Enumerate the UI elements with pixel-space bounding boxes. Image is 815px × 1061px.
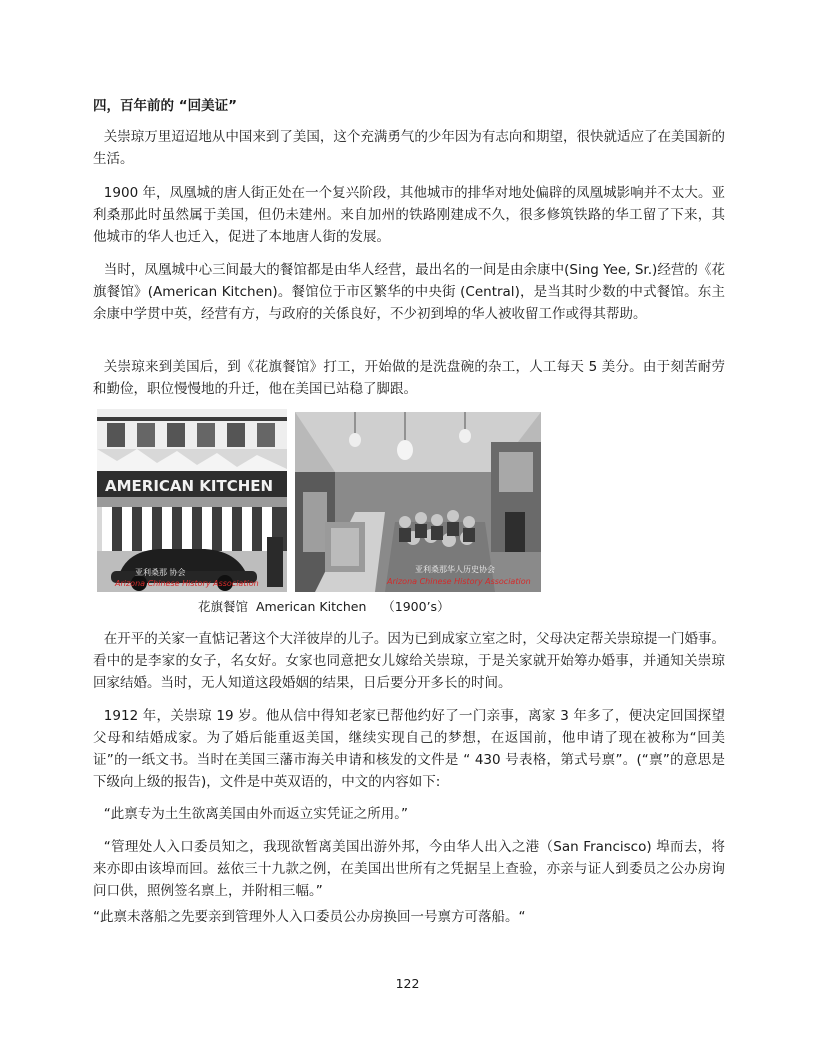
right-photo-watermark-en: Arizona Chinese History Association <box>387 577 531 586</box>
left-photo-watermark-en: Arizona Chinese History Association <box>115 579 259 588</box>
paragraph-4: 关崇琼来到美国后，到《花旗餐馆》打工，开始做的是洗盘碗的杂工，人工每天 5 美分。由于刻苦耐劳和勤俭，职位慢慢地的升迁，他在美国已站稳了脚跟。 <box>93 359 725 397</box>
quote-2: “管理处人入口委员知之，我现欲暂离美国出游外邦，今由华人出入之港（San Francisco) 埠而去，将来亦即由该埠而回。兹依三十九款之例，在美国出世所有之凭据呈上查验，亦亲与证人到委员之公办房询问口供，照例签名禀上，并附相三幅。” <box>93 839 725 899</box>
quote-1: “此禀专为土生欲离美国由外而返立实凭证之所用。” <box>103 806 409 822</box>
right-photo-watermark-cn: 亚利桑那华人历史协会 <box>415 565 495 574</box>
sign-text: AMERICAN KITCHEN <box>105 477 274 495</box>
figure-caption: 花旗餐馆 American Kitchen （1900’s） <box>198 599 450 614</box>
american-kitchen-exterior-photo <box>97 409 287 592</box>
paragraph-2: 1900 年，凤凰城的唐人街正处在一个复兴阶段，其他城市的排华对地处偏辟的凤凰城影响并不太大。亚利桑那此时虽然属于美国，但仍未建州。来自加州的铁路刚建成不久，很多修筑铁路的华工留了下来，其他城市的华人也迁入，促进了本地唐人街的发展。 <box>93 185 725 245</box>
paragraph-3: 当时，凤凰城中心三间最大的餐馆都是由华人经营，最出名的一间是由余康中(Sing Yee, Sr.)经营的《花旗餐馆》(American Kitchen)。餐馆位于市区繁华的中央街 (Central)，是当其时少数的中式餐馆。东主余康中学贯中英，经营有方，与政府的关係良好，不少初到埠的华人被收留工作或得其帮助。 <box>93 262 725 322</box>
american-kitchen-interior-photo <box>295 412 541 592</box>
paragraph-1: 关崇琼万里迢迢地从中国来到了美国，这个充满勇气的少年因为有志向和期望，很快就适应了在美国新的生活。 <box>93 129 725 167</box>
page-number: 122 <box>395 976 420 991</box>
quote-3: “此禀未落船之先要亲到管理外人入口委员公办房换回一号禀方可落船。“ <box>93 909 526 925</box>
paragraph-5: 在开平的关家一直惦记著这个大洋彼岸的儿子。因为已到成家立室之时，父母决定帮关崇琼提一门婚事。看中的是李家的女子，名女好。女家也同意把女儿嫁给关崇琼，于是关家就开始筹办婚事，并通知关崇琼回家结婚。当时，无人知道这段婚姻的结果，日后要分开多长的时间。 <box>93 631 725 691</box>
paragraph-6: 1912 年，关崇琼 19 岁。他从信中得知老家已帮他约好了一门亲事，离家 3 年多了，便决定回国探望父母和结婚成家。为了婚后能重返美国，继续实现自己的梦想，在返国前，他申请了现在被称为“回美证”的一纸文书。当时在美国三藩市海关申请和核发的文件是 “ 430 号表格，第式号禀”。(“禀”的意思是下级向上级的报告)，文件是中英双语的，中文的内容如下: <box>93 708 725 790</box>
section-heading: 四，百年前的 “回美证” <box>93 98 237 114</box>
left-photo-watermark-cn: 亚利桑那 协会 <box>135 568 186 577</box>
